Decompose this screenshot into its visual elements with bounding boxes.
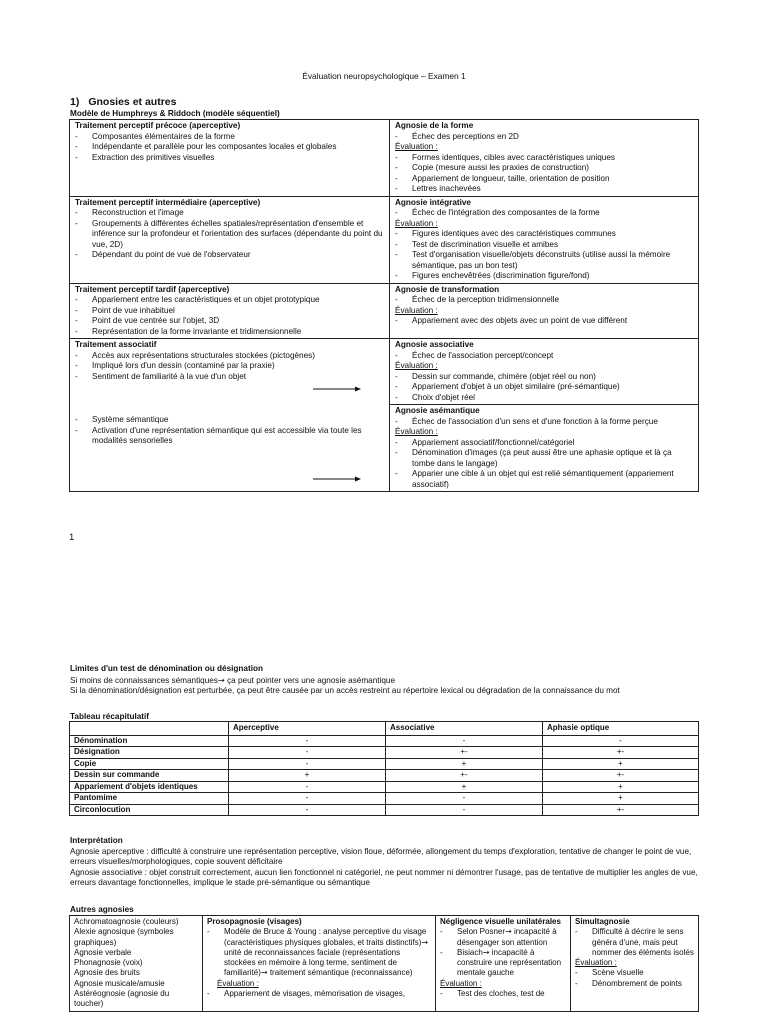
simultagnosia-cell — [571, 916, 699, 1012]
arrow-icon: → — [421, 937, 429, 947]
evaluation-label: Évaluation : — [395, 305, 438, 315]
table-cell: + — [543, 793, 699, 805]
list-item — [440, 948, 566, 979]
table-cell: +- — [386, 770, 543, 782]
list-item: - Échec de la perception tridimensionnelle — [395, 295, 694, 306]
row-header: Copie — [70, 758, 229, 770]
row-header: Circonlocution — [70, 804, 229, 816]
list-item: Alexie agnosique (symboles graphiques) — [74, 927, 174, 947]
interpretation-title: Interprétation — [70, 836, 123, 845]
cell-title: Agnosie intégrative — [395, 197, 471, 207]
agnosia-list-cell — [70, 916, 203, 1012]
row-header: Désignation — [70, 747, 229, 759]
section-heading — [70, 97, 176, 108]
list-item: - Copie (mesure aussi les praxies de construction) — [395, 163, 694, 174]
other-agnosias-table — [69, 915, 699, 1012]
text-span: incapacité à construire une représentation mentale gauche — [457, 947, 562, 978]
list-item: - Activation d'une représentation sémantique qui est accessible via toute les modalités sensorielles — [75, 426, 385, 447]
arrow-icon: → — [260, 968, 268, 978]
table-cell: +- — [543, 770, 699, 782]
list-item: - Formes identiques, cibles avec caractéristiques uniques — [395, 153, 694, 164]
limits-line-2: Si la dénomination/désignation est perturbée, ça peut être causée par un accès restreint au répertoire lexical ou dégradation de la connaissance du mot — [70, 686, 620, 695]
row-header: Dénomination — [70, 735, 229, 747]
list-item: - Test de discrimination visuelle et amibes — [395, 240, 694, 251]
list-item: - Choix d'objet réel — [395, 393, 694, 404]
table-header-row — [70, 722, 699, 736]
list-item: Agnosie musicale/amusie — [74, 978, 165, 988]
table-cell: + — [386, 781, 543, 793]
cell-title: Traitement perceptif tardif (aperceptive) — [75, 284, 230, 294]
cell-title: Agnosie de la forme — [395, 121, 474, 130]
agnosia-cell — [390, 283, 699, 339]
other-agnosias-title: Autres agnosies — [70, 905, 134, 914]
agnosia-cell — [390, 196, 699, 283]
neglect-cell — [436, 916, 571, 1012]
cell-title: Simultagnosie — [575, 917, 630, 926]
interpretation-section — [70, 836, 710, 889]
list-item — [440, 927, 566, 948]
table-cell: +- — [543, 747, 699, 759]
list-item: - Dénomination d'images (ça peut aussi être une aphasie optique et là ça tombe dans le langage) — [395, 448, 694, 469]
list-item: - Système sémantique — [75, 415, 385, 426]
list-item: - Lettres inachevées — [395, 184, 694, 195]
processing-cell — [70, 120, 390, 197]
limits-line-1 — [70, 675, 710, 687]
text-span: unité de reconnaissances faciale (représentations stockées en mémoire à long terme, sentiment de familiarité) — [224, 947, 401, 978]
processing-cell — [70, 196, 390, 283]
table-row — [70, 793, 699, 805]
list-item: - Échec de l'association d'un sens et d'une fonction à la forme perçue — [395, 417, 694, 428]
row-header: Appariement d'objets identiques — [70, 781, 229, 793]
column-header: Aperceptive — [229, 722, 386, 736]
list-item: - Appariement de longueur, taille, orientation de position — [395, 174, 694, 185]
arrow-icon: → — [482, 947, 490, 957]
table-row — [70, 283, 699, 339]
table-row — [70, 735, 699, 747]
list-item: - Appariement d'objet à un objet similaire (pré-sémantique) — [395, 382, 694, 393]
list-item: Achromatoagnosie (couleurs) — [74, 917, 179, 926]
list-item: - Groupements à différentes échelles spatiales/représentation d'ensemble et inférence sur la profondeur et l'orientation des surfaces (dépendante du point du vue, 2D) — [75, 219, 385, 251]
table-row — [70, 339, 699, 405]
list-item: - Figures identiques avec des caractéristiques communes — [395, 229, 694, 240]
list-item: - Sentiment de familiarité à la vue d'un objet — [75, 372, 385, 383]
list-item — [207, 927, 431, 978]
section-title: Gnosies et autres — [88, 96, 177, 108]
agnosia-cell — [390, 339, 699, 405]
cell-title: Agnosie asémantique — [395, 406, 480, 415]
list-item: - Dénombrement de points — [575, 979, 694, 989]
list-item: - Impliqué lors d'un dessin (contaminé par la praxie) — [75, 361, 385, 372]
column-header: Associative — [386, 722, 543, 736]
table-row — [70, 196, 699, 283]
table-row — [70, 120, 699, 197]
table-cell: - — [386, 793, 543, 805]
evaluation-label: Évaluation : — [395, 218, 438, 228]
evaluation-label: Évaluation : — [575, 958, 617, 968]
table-cell: - — [543, 735, 699, 747]
list-item: - Échec de l'intégration des composantes de la forme — [395, 208, 694, 219]
table-row — [70, 747, 699, 759]
table-cell: - — [229, 747, 386, 759]
list-item: Agnosie des bruits — [74, 968, 140, 978]
list-item: - Apparier une cible à un objet qui est relié sémantiquement (appariement associatif) — [395, 469, 694, 490]
table-cell: + — [543, 758, 699, 770]
list-item: - Dépendant du point de vue de l'observateur — [75, 250, 385, 261]
table-cell: - — [386, 804, 543, 816]
interpretation-paragraph: Agnosie aperceptive : difficulté à construire une représentation perceptive, vision floue, déformée, allongement du temps d'exploration, tentative de changer le point de vue, erreurs visuelles/morphologiques, copie souvent déficitaire — [70, 846, 692, 866]
list-item: - Indépendante et parallèle pour les composantes locales et globales — [75, 142, 385, 153]
list-item: Agnosie verbale — [74, 947, 132, 957]
text-span: Si moins de connaissances sémantiques — [70, 675, 218, 685]
table-cell: - — [386, 735, 543, 747]
list-item: - Figures enchevêtrées (discrimination figure/fond) — [395, 271, 694, 282]
list-item: - Dessin sur commande, chimère (objet réel ou non) — [395, 372, 694, 383]
page-number: 1 — [69, 532, 75, 543]
table-row — [70, 758, 699, 770]
list-item: - Difficulté à décrire le sens généra d'une, mais peut nommer des éléments isolés — [575, 927, 694, 958]
arrow-icon: → — [505, 927, 512, 937]
cell-title: Traitement associatif — [75, 340, 157, 349]
list-item: - Test d'organisation visuelle/objets déconstruits (utilise aussi la mémoire sémantique, pas un bon test) — [395, 250, 694, 271]
processing-cell — [70, 339, 390, 492]
table-row — [70, 804, 699, 816]
text-span: Bisiach — [457, 947, 483, 957]
cell-title: Prosopagnosie (visages) — [207, 917, 302, 926]
list-item: - Appariement de visages, mémorisation de visages, — [207, 989, 431, 999]
table-cell: +- — [386, 747, 543, 759]
column-header — [70, 722, 229, 736]
evaluation-label: Évaluation : — [395, 142, 438, 151]
document-title: Évaluation neuropsychologique – Examen 1 — [302, 71, 466, 81]
table-cell: - — [229, 804, 386, 816]
list-item: - Composantes élémentaires de la forme — [75, 132, 385, 143]
table-cell: - — [229, 758, 386, 770]
table-row — [70, 781, 699, 793]
agnosia-cell — [390, 120, 699, 197]
text-span: traitement sémantique (reconnaissance) — [267, 968, 413, 978]
list-item: Astéréognosie (agnosie du toucher) — [74, 989, 170, 1009]
table-cell: + — [543, 781, 699, 793]
table-cell: + — [229, 770, 386, 782]
cell-title: Traitement perceptif intermédiaire (aperceptive) — [75, 197, 261, 207]
evaluation-label: Évaluation : — [395, 427, 438, 436]
evaluation-label: Évaluation : — [217, 978, 259, 988]
list-item: - Appariement avec des objets avec un point de vue différent — [395, 316, 694, 327]
arrow-icon: → — [217, 674, 225, 685]
table-row — [70, 770, 699, 782]
summary-title: Tableau récapitulatif — [70, 712, 150, 721]
agnosia-cell — [390, 405, 699, 492]
list-item: - Scène visuelle — [575, 968, 694, 978]
list-item: - Point de vue centrée sur l'objet, 3D — [75, 316, 385, 327]
section-number: 1) — [70, 96, 80, 108]
cell-title: Agnosie de transformation — [395, 284, 500, 294]
table-cell: + — [386, 758, 543, 770]
table-cell: - — [229, 781, 386, 793]
right-arrow-icon — [313, 475, 361, 483]
cell-title: Négligence visuelle unilatérales — [440, 917, 561, 926]
text-span: incapacité à désengager son attention — [457, 927, 557, 947]
text-span: Selon Posner — [457, 927, 506, 937]
summary-table — [69, 721, 699, 816]
list-item: - Point de vue inhabituel — [75, 306, 385, 317]
table-row — [70, 916, 699, 1012]
processing-cell — [70, 283, 390, 339]
list-item: - Représentation de la forme invariante et tridimensionnelle — [75, 327, 385, 338]
list-item: - Extraction des primitives visuelles — [75, 153, 385, 164]
cell-title: Agnosie associative — [395, 340, 474, 349]
column-header: Aphasie optique — [543, 722, 699, 736]
agnosia-model-table — [69, 119, 699, 492]
list-item: Phonagnosie (voix) — [74, 958, 143, 968]
list-item: - Reconstruction et l'image — [75, 208, 385, 219]
cell-title: Traitement perceptif précoce (aperceptive) — [75, 121, 241, 130]
model-title: Modèle de Humphreys & Riddoch (modèle séquentiel) — [70, 109, 280, 118]
interpretation-paragraph: Agnosie associative : objet construit correctement, aucun lien fonctionnel ni catégoriel, ne peut nommer ni démontrer l'usage, pas de tentative de multiplier les angles de vue, erreurs davantage fonctionnelles, implique le stade pré-sémantique ou sémantique — [70, 867, 698, 887]
table-cell: +- — [543, 804, 699, 816]
table-cell: - — [229, 793, 386, 805]
evaluation-label: Évaluation : — [395, 361, 438, 370]
list-item: - Échec des perceptions en 2D — [395, 132, 694, 143]
list-item: - Accès aux représentations structurales stockées (pictogènes) — [75, 351, 385, 362]
row-header: Pantomime — [70, 793, 229, 805]
text-span: Modèle de Bruce & Young : analyse perceptive du visage (caractéristiques physiques globales, et traits distinctifs) — [224, 927, 427, 947]
row-header: Dessin sur commande — [70, 770, 229, 782]
prosopagnosia-cell — [203, 916, 436, 1012]
limits-title: Limites d'un test de dénomination ou désignation — [70, 664, 263, 673]
limits-section — [70, 664, 710, 697]
evaluation-label: Évaluation : — [440, 978, 482, 988]
list-item: - Appariement associatif/fonctionnel/catégoriel — [395, 438, 694, 449]
list-item: - Échec de l'association percept/concept — [395, 351, 694, 362]
list-item: - Test des cloches, test de — [440, 989, 566, 999]
table-cell: - — [229, 735, 386, 747]
text-span: ça peut pointer vers une agnosie asémantique — [224, 675, 396, 685]
list-item: - Appariement entre les caractéristiques et un objet prototypique — [75, 295, 385, 306]
right-arrow-icon — [313, 385, 361, 393]
